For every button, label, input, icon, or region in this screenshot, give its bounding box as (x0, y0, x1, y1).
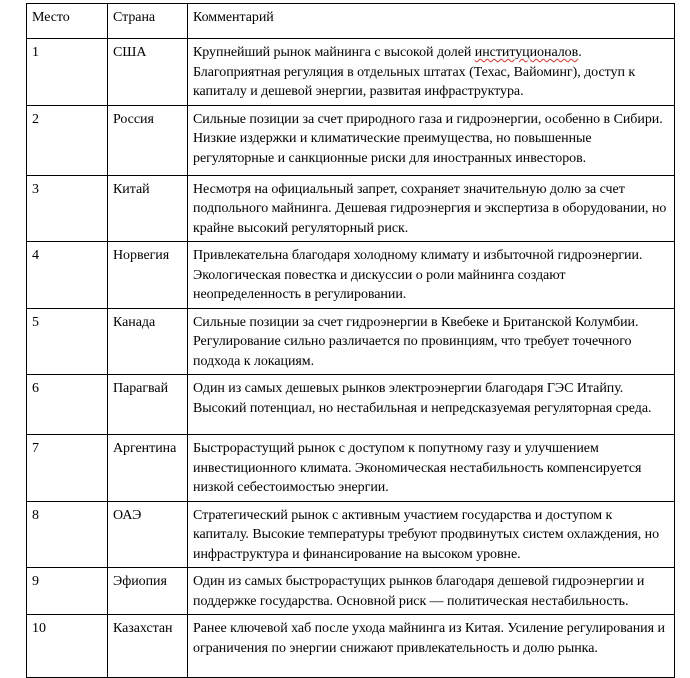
cell-country: США (108, 39, 188, 106)
cell-comment: Ранее ключевой хаб после ухода майнинга из Китая. Усиление регулирования и ограничения по энергии снижают привлекательность и долю рынка. (188, 615, 675, 678)
table-row (27, 375, 675, 435)
cell-comment: Стратегический рынок с активным участием государства и доступом к капиталу. Высокие температуры требуют продвинутых систем охлаждения, но инфраструктура и финансирование на высоком уровне. (188, 501, 675, 568)
ranking-table (26, 3, 675, 678)
cell-country: Парагвай (108, 375, 188, 435)
cell-place: 8 (27, 501, 108, 568)
table-row (27, 568, 675, 615)
cell-country: Китай (108, 175, 188, 242)
cell-comment: Несмотря на официальный запрет, сохраняет значительную долю за счет подпольного майнинга. Дешевая гидроэнергия и экспертиза в оборудовании, но крайне высокий регуляторный риск. (188, 175, 675, 242)
table-row (27, 308, 675, 375)
cell-place: 2 (27, 105, 108, 175)
table-row (27, 615, 675, 678)
header-place: Место (27, 4, 108, 39)
cell-comment: Сильные позиции за счет гидроэнергии в Квебеке и Британской Колумбии. Регулирование сильно различается по провинциям, что требует точечного подхода к локациям. (188, 308, 675, 375)
cell-place: 10 (27, 615, 108, 678)
table-row (27, 175, 675, 242)
table-row (27, 435, 675, 502)
comment-text: . Благоприятная регуляция в отдельных штатах (Техас, Вайоминг), доступ к капиталу и дешевой энергии, развитая инфраструктура. (193, 45, 636, 99)
cell-place: 4 (27, 242, 108, 309)
cell-comment: Сильные позиции за счет природного газа и гидроэнергии, особенно в Сибири. Низкие издержки и климатические преимущества, но повышенные регуляторные и санкционные риски для иностранных инвесторов. (188, 105, 675, 175)
cell-comment (188, 39, 675, 106)
cell-place: 5 (27, 308, 108, 375)
cell-country: ОАЭ (108, 501, 188, 568)
spellcheck-flagged-word: институционалов (474, 45, 579, 60)
table-row (27, 242, 675, 309)
table-row (27, 501, 675, 568)
cell-place: 7 (27, 435, 108, 502)
cell-country: Аргентина (108, 435, 188, 502)
table-row (27, 39, 675, 106)
comment-text: Крупнейший рынок майнинга с высокой долей (193, 45, 475, 60)
cell-place: 3 (27, 175, 108, 242)
cell-comment: Привлекательна благодаря холодному климату и избыточной гидроэнергии. Экологическая повестка и дискуссии о роли майнинга создают неопределенность в регулировании. (188, 242, 675, 309)
cell-country: Эфиопия (108, 568, 188, 615)
cell-country: Казахстан (108, 615, 188, 678)
cell-comment: Один из самых быстрорастущих рынков благодаря дешевой гидроэнергии и поддержке государства. Основной риск — политическая нестабильность. (188, 568, 675, 615)
table-header-row (27, 4, 675, 39)
header-country: Страна (108, 4, 188, 39)
header-comment: Комментарий (188, 4, 675, 39)
cell-country: Россия (108, 105, 188, 175)
cell-country: Норвегия (108, 242, 188, 309)
cell-place: 1 (27, 39, 108, 106)
cell-country: Канада (108, 308, 188, 375)
table-row (27, 105, 675, 175)
cell-comment: Один из самых дешевых рынков электроэнергии благодаря ГЭС Итайпу. Высокий потенциал, но нестабильная и непредсказуемая регуляторная среда. (188, 375, 675, 435)
cell-comment: Быстрорастущий рынок с доступом к попутному газу и улучшением инвестиционного климата. Экономическая нестабильность компенсируется низкой себестоимостью энергии. (188, 435, 675, 502)
cell-place: 9 (27, 568, 108, 615)
cell-place: 6 (27, 375, 108, 435)
